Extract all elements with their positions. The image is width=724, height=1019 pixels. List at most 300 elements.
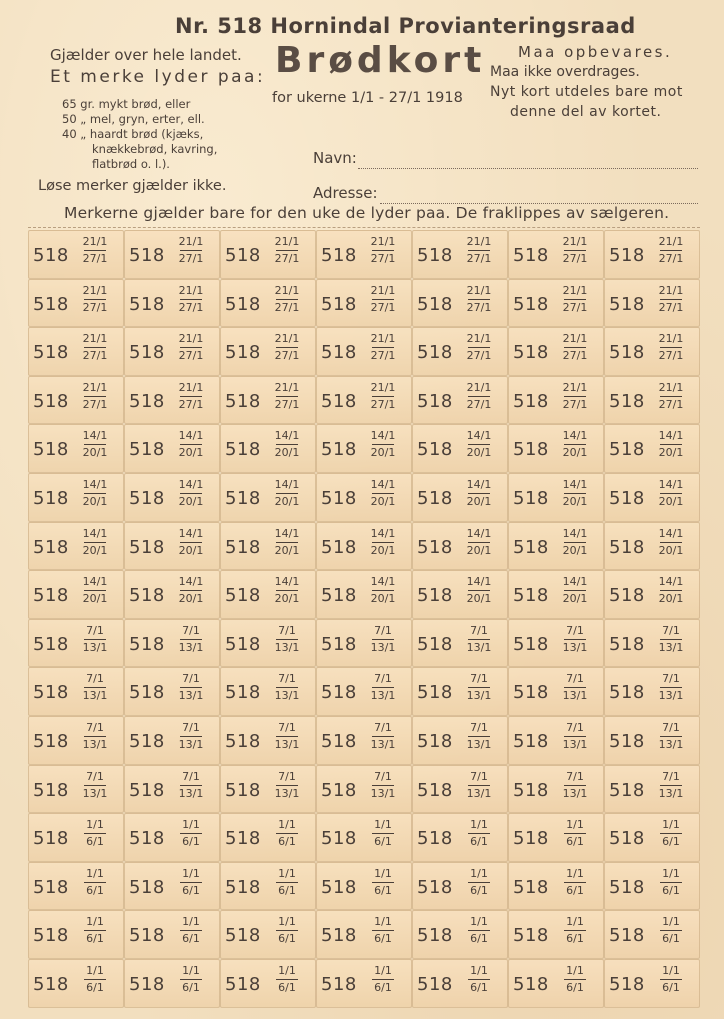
coupon[interactable] — [412, 862, 508, 911]
coupon-date-from: 1/1 — [374, 964, 392, 977]
coupon[interactable] — [316, 473, 412, 522]
coupon-date-to: 13/1 — [274, 738, 300, 751]
coupon[interactable] — [604, 279, 700, 328]
fraction-bar — [180, 250, 202, 251]
coupon[interactable] — [316, 765, 412, 814]
coupon[interactable] — [508, 619, 604, 668]
coupon[interactable] — [508, 862, 604, 911]
coupon[interactable] — [28, 910, 124, 959]
coupon-number: 518 — [321, 925, 357, 947]
coupon-number: 518 — [417, 876, 453, 898]
coupon-date-from: 1/1 — [374, 866, 392, 880]
coupon-date-from: 14/1 — [370, 575, 396, 589]
coupon-date-from: 1/1 — [470, 818, 488, 832]
coupon-date-to: 13/1 — [178, 640, 204, 654]
coupon-date-to: 27/1 — [370, 300, 396, 314]
coupon-dates — [177, 964, 205, 994]
coupon[interactable] — [316, 862, 412, 911]
coupon-date-from: 1/1 — [470, 866, 488, 880]
coupon-dates — [657, 235, 685, 265]
coupon[interactable] — [604, 813, 700, 862]
coupon[interactable] — [508, 279, 604, 328]
coupon-dates — [273, 672, 301, 702]
coupon-date-from: 7/1 — [182, 769, 200, 783]
coupon[interactable] — [316, 813, 412, 862]
coupon[interactable] — [220, 327, 316, 376]
coupon[interactable] — [508, 765, 604, 814]
coupon[interactable] — [124, 716, 220, 765]
coupon[interactable] — [220, 667, 316, 716]
coupon-date-from: 7/1 — [566, 721, 584, 734]
coupon[interactable] — [124, 279, 220, 328]
coupon-number: 518 — [129, 974, 165, 995]
coupon-dates — [465, 575, 493, 605]
fraction-bar — [276, 882, 298, 883]
coupon[interactable] — [124, 813, 220, 862]
fraction-bar — [84, 930, 106, 931]
coupon[interactable] — [412, 279, 508, 328]
coupon-dates — [369, 867, 397, 897]
coupon-dates — [561, 284, 589, 314]
coupon-dates — [561, 672, 589, 702]
coupon-number: 518 — [513, 828, 549, 850]
coupon-date-from: 1/1 — [278, 818, 296, 832]
coupon[interactable] — [28, 376, 124, 425]
coupon[interactable] — [220, 424, 316, 473]
fraction-bar — [660, 542, 682, 543]
coupon[interactable] — [220, 619, 316, 668]
coupon[interactable] — [124, 424, 220, 473]
coupon-date-to: 13/1 — [562, 640, 588, 654]
coupon[interactable] — [220, 862, 316, 911]
coupon[interactable] — [124, 910, 220, 959]
coupon-dates — [177, 575, 205, 605]
coupon[interactable] — [604, 376, 700, 425]
coupon[interactable] — [604, 667, 700, 716]
coupon[interactable] — [124, 959, 220, 1008]
coupon[interactable] — [28, 230, 124, 279]
coupon[interactable] — [604, 230, 700, 279]
coupon[interactable] — [412, 376, 508, 425]
coupon[interactable] — [28, 473, 124, 522]
coupon[interactable] — [316, 619, 412, 668]
coupon-number: 518 — [33, 925, 69, 947]
coupon[interactable] — [412, 424, 508, 473]
name-field[interactable] — [358, 168, 698, 169]
coupon-date-to: 27/1 — [658, 252, 684, 265]
coupon-date-to: 13/1 — [658, 738, 684, 751]
coupon[interactable] — [28, 327, 124, 376]
coupon-date-to: 20/1 — [658, 446, 684, 460]
coupon-number: 518 — [417, 731, 453, 752]
coupon-date-from: 1/1 — [182, 818, 200, 832]
fraction-bar — [468, 444, 490, 445]
coupon-dates — [81, 284, 109, 314]
coupon-number: 518 — [321, 779, 357, 801]
coupon-number: 518 — [129, 731, 165, 752]
coupon[interactable] — [316, 522, 412, 571]
coupon-number: 518 — [417, 585, 453, 607]
coupon[interactable] — [412, 327, 508, 376]
coupon-dates — [177, 867, 205, 897]
fraction-bar — [84, 687, 106, 688]
coupon-date-from: 1/1 — [278, 866, 296, 880]
coupon-number: 518 — [33, 731, 69, 752]
coupon[interactable] — [28, 424, 124, 473]
coupon-date-to: 6/1 — [86, 883, 104, 897]
coupon-number: 518 — [417, 390, 453, 412]
coupon[interactable] — [220, 959, 316, 1008]
coupon[interactable] — [508, 230, 604, 279]
coupon-date-from: 1/1 — [470, 915, 488, 929]
coupon[interactable] — [28, 570, 124, 619]
coupon-date-to: 6/1 — [278, 981, 296, 994]
coupon-date-from: 7/1 — [566, 672, 584, 686]
fraction-bar — [180, 639, 202, 640]
coupon-date-from: 21/1 — [178, 235, 204, 248]
coupon[interactable] — [220, 522, 316, 571]
coupon-date-from: 1/1 — [566, 915, 584, 929]
fraction-bar — [84, 542, 106, 543]
coupon[interactable] — [124, 473, 220, 522]
coupon-date-from: 7/1 — [662, 769, 680, 783]
coupon[interactable] — [220, 910, 316, 959]
coupon-dates — [273, 478, 301, 508]
coupon-number: 518 — [129, 342, 165, 364]
coupon[interactable] — [28, 522, 124, 571]
fraction-bar — [468, 687, 490, 688]
coupon[interactable] — [124, 522, 220, 571]
fraction-bar — [84, 639, 106, 640]
coupon-dates — [465, 381, 493, 411]
coupon-dates — [465, 624, 493, 654]
coupon-number: 518 — [129, 439, 165, 461]
fraction-bar — [660, 785, 682, 786]
coupon-date-from: 21/1 — [370, 235, 396, 248]
coupon[interactable] — [604, 424, 700, 473]
coupon-dates — [369, 381, 397, 411]
coupon-dates — [273, 964, 301, 994]
coupon[interactable] — [124, 570, 220, 619]
coupon-number: 518 — [129, 925, 165, 947]
coupon[interactable] — [412, 619, 508, 668]
coupon-date-from: 14/1 — [82, 429, 108, 443]
coupon[interactable] — [124, 862, 220, 911]
coupon-date-from: 14/1 — [658, 526, 684, 540]
coupon-date-to: 27/1 — [658, 300, 684, 314]
coupon[interactable] — [508, 327, 604, 376]
coupon-date-to: 27/1 — [466, 300, 492, 314]
coupon-date-to: 13/1 — [562, 738, 588, 751]
coupon[interactable] — [28, 765, 124, 814]
fraction-bar — [564, 833, 586, 834]
coupon-dates — [369, 818, 397, 848]
coupon-date-from: 1/1 — [86, 915, 104, 929]
coupon-dates — [369, 964, 397, 994]
coupon[interactable] — [604, 716, 700, 765]
coupon-number: 518 — [33, 536, 69, 558]
coupon-dates — [561, 429, 589, 459]
coupon-dates — [561, 770, 589, 800]
coupon-number: 518 — [417, 828, 453, 850]
coupon[interactable] — [604, 765, 700, 814]
coupon-date-to: 20/1 — [658, 495, 684, 508]
coupon-date-from: 14/1 — [370, 429, 396, 443]
coupon-date-to: 27/1 — [178, 397, 204, 411]
coupon-date-to: 27/1 — [562, 397, 588, 411]
coupon-date-to: 20/1 — [82, 495, 108, 508]
coupon[interactable] — [604, 570, 700, 619]
coupon[interactable] — [220, 813, 316, 862]
coupon-date-to: 27/1 — [466, 397, 492, 411]
coupon[interactable] — [124, 765, 220, 814]
fraction-bar — [660, 444, 682, 445]
coupon-date-from: 14/1 — [274, 429, 300, 443]
coupon[interactable] — [604, 862, 700, 911]
coupon[interactable] — [412, 230, 508, 279]
fraction-bar — [276, 396, 298, 397]
coupon-date-from: 1/1 — [470, 964, 488, 977]
coupon-date-from: 21/1 — [274, 380, 300, 394]
coupon[interactable] — [508, 910, 604, 959]
coupon[interactable] — [28, 862, 124, 911]
coupon-date-from: 14/1 — [658, 575, 684, 589]
coupon-dates — [177, 381, 205, 411]
coupon-number: 518 — [321, 585, 357, 607]
coupon[interactable] — [604, 327, 700, 376]
coupon-date-to: 13/1 — [178, 786, 204, 800]
coupon[interactable] — [412, 959, 508, 1008]
coupon[interactable] — [412, 570, 508, 619]
coupon-number: 518 — [33, 633, 69, 655]
fraction-bar — [468, 639, 490, 640]
coupon-number: 518 — [225, 488, 261, 509]
fraction-bar — [468, 299, 490, 300]
coupon[interactable] — [316, 279, 412, 328]
coupon[interactable] — [28, 813, 124, 862]
coupon-date-from: 14/1 — [274, 526, 300, 540]
coupon[interactable] — [316, 230, 412, 279]
coupon-date-to: 27/1 — [274, 349, 300, 363]
coupon-number: 518 — [513, 925, 549, 947]
coupon-date-to: 13/1 — [562, 786, 588, 800]
coupon[interactable] — [28, 667, 124, 716]
fraction-bar — [84, 493, 106, 494]
fraction-bar — [84, 299, 106, 300]
coupon-date-to: 13/1 — [466, 640, 492, 654]
coupon-number: 518 — [609, 293, 645, 315]
coupon-number: 518 — [321, 633, 357, 655]
fraction-bar — [372, 299, 394, 300]
coupon-date-to: 6/1 — [662, 835, 680, 849]
coupon[interactable] — [508, 667, 604, 716]
coupon-dates — [657, 818, 685, 848]
coupon-dates — [81, 721, 109, 751]
coupon[interactable] — [316, 716, 412, 765]
coupon[interactable] — [124, 230, 220, 279]
coupon-dates — [273, 770, 301, 800]
coupon[interactable] — [28, 619, 124, 668]
coupon[interactable] — [316, 376, 412, 425]
coupon-dates — [81, 867, 109, 897]
fraction-bar — [276, 736, 298, 737]
coupon[interactable] — [124, 667, 220, 716]
coupon-date-to: 13/1 — [82, 786, 108, 800]
coupon-date-from: 7/1 — [86, 721, 104, 734]
coupon-number: 518 — [609, 390, 645, 412]
coupon[interactable] — [508, 376, 604, 425]
coupon-number: 518 — [33, 974, 69, 995]
coupon-dates — [81, 575, 109, 605]
coupon[interactable] — [508, 716, 604, 765]
coupon[interactable] — [316, 570, 412, 619]
fraction-bar — [660, 347, 682, 348]
coupon-date-from: 21/1 — [658, 283, 684, 297]
coupon-dates — [657, 381, 685, 411]
fraction-bar — [180, 590, 202, 591]
coupon[interactable] — [124, 376, 220, 425]
fraction-bar — [564, 347, 586, 348]
coupon[interactable] — [220, 279, 316, 328]
coupon-date-from: 14/1 — [658, 478, 684, 491]
coupon-date-from: 7/1 — [566, 623, 584, 637]
coupon-number: 518 — [609, 633, 645, 655]
coupon-number: 518 — [513, 682, 549, 704]
coupon[interactable] — [28, 279, 124, 328]
coupon-date-to: 6/1 — [86, 981, 104, 994]
coupon-date-to: 6/1 — [662, 932, 680, 946]
coupon-number: 518 — [225, 682, 261, 704]
coupon[interactable] — [508, 473, 604, 522]
coupon-number: 518 — [33, 682, 69, 704]
coupon-number: 518 — [321, 245, 357, 266]
coupon-date-to: 13/1 — [658, 689, 684, 703]
coupon[interactable] — [316, 910, 412, 959]
coupon[interactable] — [316, 327, 412, 376]
coupon-dates — [561, 624, 589, 654]
coupon-date-from: 21/1 — [466, 283, 492, 297]
coupon[interactable] — [412, 765, 508, 814]
coupon[interactable] — [220, 230, 316, 279]
coupon-dates — [177, 332, 205, 362]
coupon[interactable] — [508, 813, 604, 862]
coupon[interactable] — [604, 910, 700, 959]
coupon-dates — [273, 429, 301, 459]
coupon-date-to: 6/1 — [182, 932, 200, 946]
coupon[interactable] — [412, 716, 508, 765]
coupon-date-from: 21/1 — [178, 380, 204, 394]
coupon-date-from: 7/1 — [662, 672, 680, 686]
coupon-number: 518 — [321, 828, 357, 850]
coupon[interactable] — [220, 570, 316, 619]
coupon-number: 518 — [33, 585, 69, 607]
coupon-number: 518 — [609, 779, 645, 801]
coupon-date-from: 1/1 — [182, 866, 200, 880]
coupon-dates — [561, 818, 589, 848]
coupon-dates — [369, 332, 397, 362]
coupon[interactable] — [412, 667, 508, 716]
coupon-date-to: 27/1 — [658, 349, 684, 363]
coupon-number: 518 — [129, 488, 165, 509]
coupon-date-from: 1/1 — [566, 818, 584, 832]
coupon-dates — [369, 915, 397, 945]
coupon[interactable] — [316, 959, 412, 1008]
coupon-date-to: 13/1 — [82, 689, 108, 703]
coupon-number: 518 — [225, 633, 261, 655]
ration-line: 40 „ haardt brød (kjæks, — [62, 127, 204, 141]
coupon[interactable] — [124, 327, 220, 376]
coupon-date-from: 21/1 — [466, 332, 492, 346]
coupon-dates — [369, 478, 397, 508]
coupon[interactable] — [28, 716, 124, 765]
coupon-number: 518 — [513, 731, 549, 752]
coupon-number: 518 — [129, 585, 165, 607]
coupon-date-to: 20/1 — [562, 543, 588, 557]
coupon[interactable] — [220, 473, 316, 522]
coupon[interactable] — [412, 473, 508, 522]
coupon-date-from: 7/1 — [278, 672, 296, 686]
coupon[interactable] — [604, 959, 700, 1008]
coupon-dates — [561, 964, 589, 994]
coupon[interactable] — [604, 473, 700, 522]
coupon[interactable] — [412, 910, 508, 959]
coupon-dates — [657, 527, 685, 557]
coupon[interactable] — [220, 716, 316, 765]
coupon-date-from: 21/1 — [658, 332, 684, 346]
coupon[interactable] — [316, 424, 412, 473]
coupon-dates — [561, 915, 589, 945]
coupon-number: 518 — [129, 682, 165, 704]
coupon-number: 518 — [225, 342, 261, 364]
coupon[interactable] — [124, 619, 220, 668]
coupon-date-to: 20/1 — [466, 495, 492, 508]
fraction-bar — [372, 396, 394, 397]
coupon-date-to: 27/1 — [370, 349, 396, 363]
coupon-date-to: 13/1 — [370, 689, 396, 703]
coupon[interactable] — [508, 959, 604, 1008]
coupon[interactable] — [604, 522, 700, 571]
coupon-dates — [81, 964, 109, 994]
coupon-number: 518 — [417, 633, 453, 655]
coupon[interactable] — [220, 765, 316, 814]
coupon-date-to: 27/1 — [274, 252, 300, 265]
coupon[interactable] — [28, 959, 124, 1008]
coupon[interactable] — [508, 424, 604, 473]
coupon[interactable] — [412, 813, 508, 862]
coupon-number: 518 — [513, 633, 549, 655]
coupon-dates — [561, 478, 589, 508]
coupon-number: 518 — [225, 779, 261, 801]
fraction-bar — [660, 493, 682, 494]
coupon-date-to: 27/1 — [82, 397, 108, 411]
coupon[interactable] — [604, 619, 700, 668]
coupon-date-from: 1/1 — [86, 866, 104, 880]
coupon[interactable] — [412, 522, 508, 571]
coupon-date-from: 14/1 — [178, 478, 204, 491]
coupon-date-to: 6/1 — [662, 883, 680, 897]
coupon-date-from: 21/1 — [658, 235, 684, 248]
coupon[interactable] — [508, 570, 604, 619]
coupon-date-to: 27/1 — [82, 300, 108, 314]
coupon-number: 518 — [417, 974, 453, 995]
coupon-date-to: 13/1 — [274, 640, 300, 654]
coupon-dates — [177, 478, 205, 508]
name-label: Navn: — [313, 149, 357, 167]
coupon[interactable] — [316, 667, 412, 716]
coupon[interactable] — [508, 522, 604, 571]
coupon[interactable] — [220, 376, 316, 425]
coupon-date-to: 20/1 — [178, 592, 204, 606]
